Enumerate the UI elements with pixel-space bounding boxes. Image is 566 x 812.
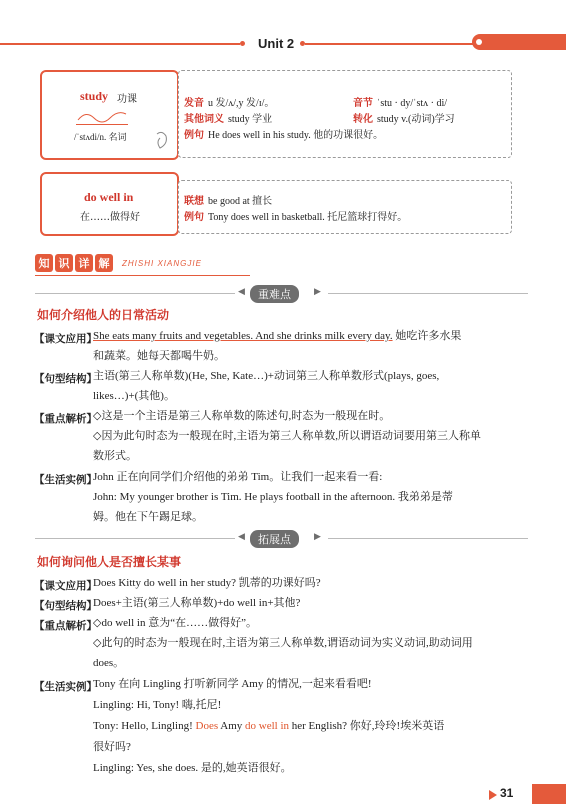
section2-text4-c-pre: Tony: Hello, Lingling! — [93, 720, 196, 732]
word-study: study — [80, 89, 109, 103]
tag-life-example-2: 【生活实例】 — [34, 681, 97, 693]
example2-highlight: does well in — [230, 212, 280, 223]
doodle-icon — [154, 130, 170, 157]
text-conversion: study v.(动词)学习 — [377, 114, 455, 125]
tag-sentence-structure-1: 【句型结构】 — [34, 373, 97, 385]
section1-text2-a: 主语(第三人称单数)(He, She, Kate…)+动词第三人称单数形式(plays, goes, — [93, 370, 440, 382]
tag-key-analysis-1: 【重点解析】 — [34, 413, 97, 425]
label-fayin: 发音 — [184, 98, 204, 109]
example-highlight: study — [287, 130, 309, 141]
tag-key-analysis-2: 【重点解析】 — [34, 620, 97, 632]
phrase-do-well-in: do well in — [84, 190, 134, 204]
section1-text3 — [93, 406, 533, 466]
pill-extension: 拓展点 — [250, 530, 299, 548]
section1-text4-b: John: My younger brother is Tim. He plays football in the afternoon. 我弟弟是蒂 — [93, 491, 453, 503]
section2-text3-a: ◇do well in 意为“在……做得好”。 — [93, 617, 257, 629]
text-yinjie: ˈstu · dy/ˈstʌ · di/ — [377, 98, 447, 109]
word-study-phonetic: /ˈstʌdi/n. 名词 — [74, 132, 127, 142]
section1-text3-a: ◇这是一个主语是第三人称单数的陈述句,时态为一般现在时。 — [93, 410, 391, 422]
section1-text2-b: likes…)+(其他)。 — [93, 390, 175, 402]
tag-life-example-1: 【生活实例】 — [34, 474, 97, 486]
section1-text1 — [93, 326, 533, 366]
banner-char-1: 知 — [35, 254, 53, 272]
section1-text4-c: 姆。他在下午踢足球。 — [93, 511, 203, 523]
word-card-study — [40, 70, 179, 160]
section2-text3 — [93, 613, 533, 673]
text-fayin: u 发/ʌ/,y 发/ɪ/。 — [208, 98, 275, 109]
example-post: . 他的功课很好。 — [308, 130, 384, 141]
word-detail-do-well-in — [178, 180, 512, 234]
section2-title: 如何询问他人是否擅长某事 — [37, 555, 182, 569]
pill-arrow-left-icon: ◀ — [238, 286, 245, 296]
header-tab-dot — [476, 39, 482, 45]
pill2-arrow-right-icon: ▶ — [314, 531, 321, 541]
banner-rule — [35, 275, 250, 276]
section2-text4-c-post: her English? 你好,玲玲!埃米英语 — [289, 720, 445, 732]
banner-pinyin: ZHISHI XIANGJIE — [122, 259, 202, 268]
banner-char-2: 识 — [55, 254, 73, 272]
tag-sentence-structure-2: 【句型结构】 — [34, 600, 97, 612]
section2-text4 — [93, 674, 533, 779]
label-example: 例句 — [184, 130, 204, 141]
section1-text3-c: 数形式。 — [93, 450, 137, 462]
section1-text2 — [93, 366, 533, 406]
pill2-arrow-left-icon: ◀ — [238, 531, 245, 541]
section1-text4 — [93, 467, 533, 527]
example-pre: He does well in his — [208, 130, 288, 141]
page-number: 31 — [500, 786, 514, 800]
unit-title: Unit 2 — [258, 36, 295, 51]
text-association: be good at 擅长 — [208, 196, 273, 207]
section1-text1-en: She eats many fruits and vegetables. And she drinks milk every day. — [93, 330, 393, 342]
label-example-2: 例句 — [184, 212, 204, 223]
header-tab — [472, 34, 566, 50]
label-conversion: 转化 — [353, 114, 373, 125]
example2-post: basketball. 托尼篮球打得好。 — [279, 212, 408, 223]
label-other-meaning: 其他词义 — [184, 114, 224, 125]
section2-text4-c-hl1: Does — [195, 720, 219, 732]
tag-text-application-1: 【课文应用】 — [34, 333, 97, 345]
divider-right-2 — [328, 538, 528, 539]
section1-text1-cn-a: 她吃许多水果 — [392, 330, 462, 342]
section2-text4-b: Lingling: Hi, Tony! 嗨,托尼! — [93, 699, 222, 711]
phrase-meaning: 在……做得好 — [80, 212, 140, 223]
tag-text-application-2: 【课文应用】 — [34, 580, 97, 592]
section2-text4-c-mid: Amy — [218, 720, 246, 732]
section1-text4-a: John 正在向同学们介绍他的弟弟 Tim。让我们一起来看一看: — [93, 471, 383, 483]
row-example-dowell — [184, 207, 407, 225]
section2-text4-e: Lingling: Yes, she does. 是的,她英语很好。 — [93, 762, 292, 774]
handwritten-study-icon — [76, 108, 128, 125]
header-rule-right — [305, 43, 475, 45]
section2-text1: Does Kitty do well in her study? 凯蒂的功课好吗? — [93, 577, 321, 589]
section2-text2: Does+主语(第三人称单数)+do well in+其他? — [93, 597, 301, 609]
page-corner-icon — [488, 788, 498, 806]
row-example-study — [184, 125, 383, 143]
word-detail-study — [178, 70, 512, 158]
section1-title: 如何介绍他人的日常活动 — [37, 308, 170, 322]
divider-right-1 — [328, 293, 528, 294]
banner-char-4: 解 — [95, 254, 113, 272]
section2-text4-d: 很好吗? — [93, 741, 131, 753]
banner-char-3: 详 — [75, 254, 93, 272]
label-yinjie: 音节 — [353, 98, 373, 109]
page-tab — [532, 784, 566, 804]
word-study-meaning: 功课 — [117, 94, 137, 105]
pill-arrow-right-icon: ▶ — [314, 286, 321, 296]
section2-text3-c: does。 — [93, 657, 125, 669]
label-association: 联想 — [184, 196, 204, 207]
example2-pre: Tony — [208, 212, 231, 223]
header-dot-left — [240, 41, 245, 46]
section2-text4-a: Tony 在向 Lingling 打听新同学 Amy 的情况,一起来看看吧! — [93, 678, 372, 690]
section1-text3-b: ◇因为此句时态为一般现在时,主语为第三人称单数,所以谓语动词要用第三人称单 — [93, 430, 481, 442]
text-other-meaning: study 学业 — [228, 114, 273, 125]
section1-text1-cn-b: 和蔬菜。她每天都喝牛奶。 — [93, 350, 225, 362]
header-rule-left — [0, 43, 240, 45]
section2-text4-c-hl2: do well in — [245, 720, 290, 732]
word-card-do-well-in — [40, 172, 179, 236]
divider-left-1 — [35, 293, 235, 294]
section2-text3-b: ◇此句的时态为一般现在时,主语为第三人称单数,谓语动词为实义动词,助动词用 — [93, 637, 473, 649]
pill-key-point: 重难点 — [250, 285, 299, 303]
divider-left-2 — [35, 538, 235, 539]
